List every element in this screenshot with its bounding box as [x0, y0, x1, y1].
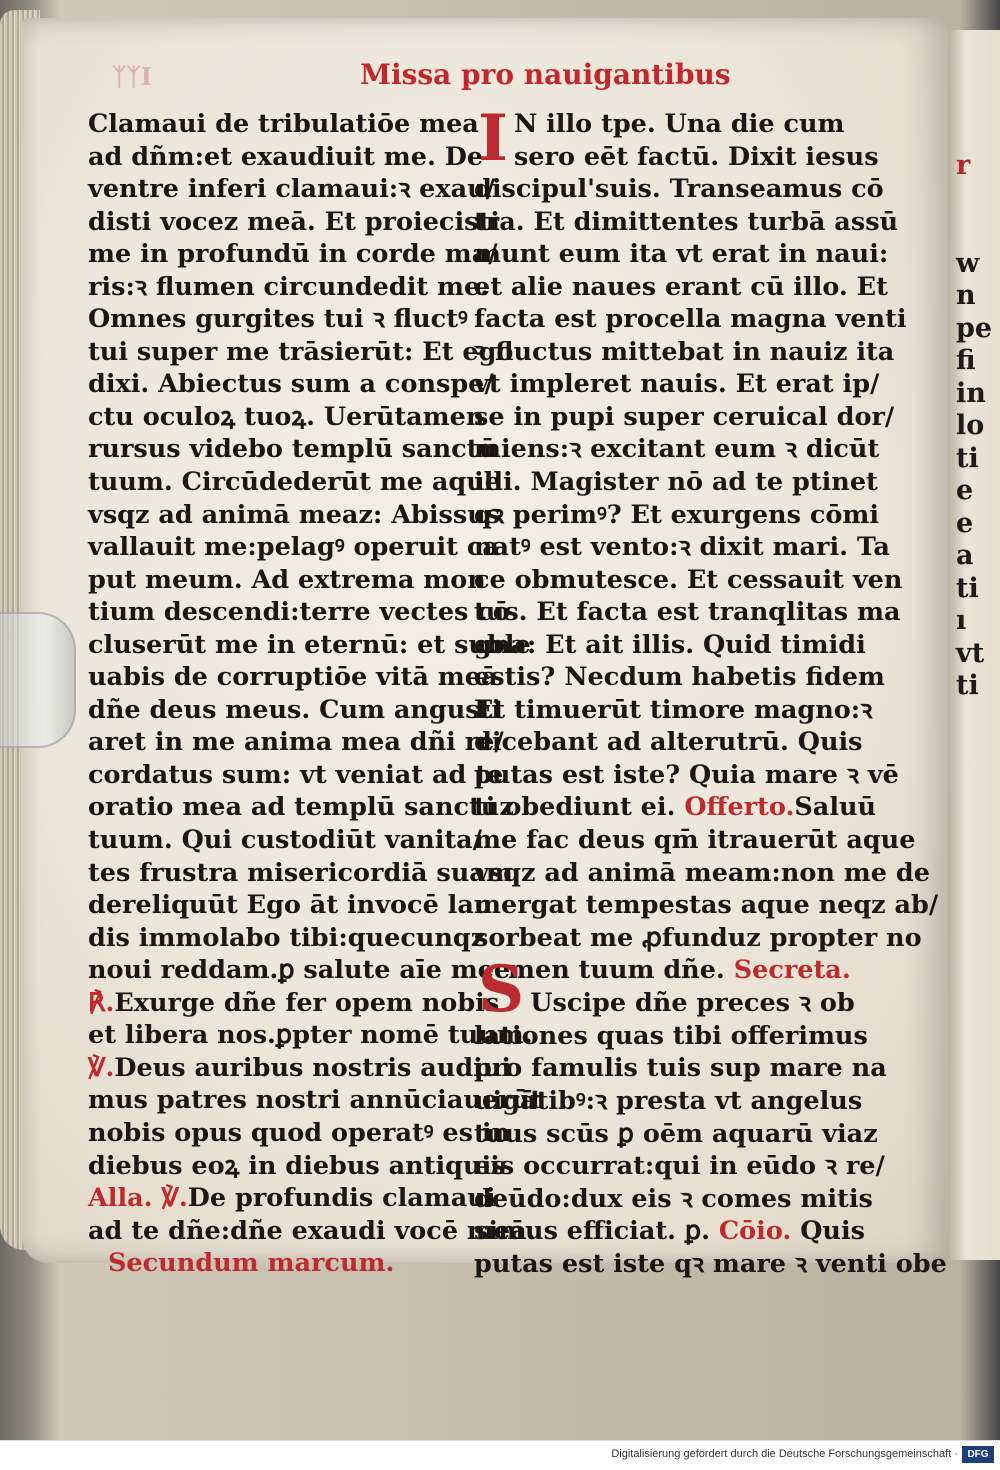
facing-page-fragment: lo	[956, 410, 985, 441]
facing-page-fragment	[956, 215, 1000, 248]
text-line: N illo tpe. Una die cum	[513, 109, 845, 139]
text-line: ꝛ fluctus mittebat in nauiz ita	[474, 336, 895, 367]
rubric-response: ℟.	[88, 987, 115, 1018]
facing-page-fragment: ı	[956, 605, 967, 636]
text-line: sorbeat me ꝓfunduz propter no	[474, 922, 922, 953]
text-line-with-rubric	[474, 791, 877, 824]
rubric-secret: Secreta.	[733, 955, 851, 986]
text-line: me fac deus qm̄ itrauerūt aque	[474, 825, 916, 856]
text-line: lationes quas tibi offerimus	[474, 1020, 868, 1051]
text-line: vsqz ad animā meam:non me de	[474, 857, 930, 888]
facing-page-fragment: w	[956, 247, 980, 279]
facing-page-fragment: r	[956, 150, 971, 181]
text-line: putas est iste? Quia mare ꝛ vē	[474, 759, 899, 790]
running-title: Missa pro nauigantibus	[360, 58, 731, 91]
facing-page-fragment: pe	[956, 312, 993, 344]
text-line: dis immolabo tibi:quecunqz	[88, 922, 486, 953]
facing-page-fragment: fi	[956, 345, 976, 376]
gospel-heading: Secundum marcum.	[108, 1248, 395, 1279]
text-line: me in profundū in corde ma/	[88, 239, 498, 270]
text-line: vallauit me:pelagꝰ operuit ca	[88, 532, 499, 563]
text-line: dñe deus meus. Cum angusti	[88, 694, 502, 725]
text-line-with-rubric	[88, 1182, 496, 1215]
facing-page-fragment: e	[956, 475, 974, 506]
text-line: natꝰ est vento:ꝛ dixit mari. Ta	[474, 532, 890, 563]
text-line: rursus videbo templū sanctū	[88, 434, 497, 465]
text-line: qꝛ perimꝰ? Et exurgens cōmi	[474, 499, 880, 530]
text-line: gna: Et ait illis. Quid timidi	[474, 629, 866, 660]
text-line: discipul'suis. Transeamus cō	[474, 174, 884, 205]
text-line-with-rubric	[474, 1215, 865, 1248]
rubric-versicle: ℣.	[88, 1052, 115, 1083]
text-line: put meum. Ad extrema mon	[88, 564, 486, 595]
text-line: uigātibꝰ:ꝛ presta vt angelus	[474, 1085, 863, 1116]
left-column	[88, 108, 542, 1280]
text-line: et libera nos.ꝑpter nomē tuum.	[88, 1020, 533, 1051]
rubric-communion: Cōio.	[718, 1216, 792, 1247]
facing-page-fragment: vt	[956, 637, 985, 669]
text-line: tus. Et facta est tranqlitas ma	[474, 597, 901, 628]
text-line: dereliquūt Ego āt invocē lau	[88, 890, 493, 921]
text-line: putas est iste qꝛ mare ꝛ venti obe	[474, 1248, 947, 1279]
text-line: Uscipe dñe preces ꝛ ob	[530, 988, 855, 1019]
right-column	[474, 101, 947, 1280]
text-line: et alie naues erant cū illo. Et	[474, 271, 888, 302]
text-line: tuum. Qui custodiūt vanita/	[88, 825, 483, 856]
text-line: ventre inferi clamaui:ꝛ exau/	[88, 174, 495, 205]
text-line: cluserūt me in eternū: et suble	[88, 629, 531, 660]
text-line: tra. Et dimittentes turbā assū	[474, 206, 899, 237]
text-segment: Saluū	[794, 792, 877, 823]
text-line: mus patres nostri annūciauerūt	[88, 1085, 542, 1116]
text-line-with-rubric	[88, 1052, 512, 1085]
facing-page-fragment: ti	[956, 572, 979, 604]
page-clip	[0, 612, 76, 748]
dfg-logo: DFG	[962, 1446, 994, 1463]
text-line: deūdo:dux eis ꝛ comes mitis	[474, 1183, 873, 1214]
gospel-opening	[474, 101, 879, 176]
text-line: dixi. Abiectus sum a conspe/	[88, 369, 494, 400]
rubric-offertory: Offerto.	[684, 792, 795, 823]
credit-bar	[0, 1440, 1000, 1470]
text-line: mergat tempestas aque neqz ab/	[474, 890, 939, 921]
facing-page-fragment: in	[956, 377, 986, 409]
red-initial-S: S	[478, 951, 525, 1027]
text-line: vt impleret nauis. Et erat ip/	[474, 369, 880, 400]
text-line: tui super me trāsierūt: Et ego	[88, 336, 514, 367]
text-line: munt eum ita vt erat in naui:	[474, 239, 889, 270]
text-line: tuum. Circūdederūt me aque	[88, 467, 502, 498]
text-line: vsqz ad animā meaz: Abissus	[88, 499, 501, 530]
text-line: dicebant ad alterutrū. Quis	[474, 727, 863, 758]
text-line: ris:ꝛ flumen circundedit me.	[88, 271, 490, 302]
text-line: Clamaui de tribulatiōe mea	[88, 109, 479, 139]
facing-page-text	[956, 150, 1000, 703]
text-line: estis? Necdum habetis fidem	[474, 662, 885, 693]
text-line: facta est procella magna venti	[474, 304, 907, 335]
facing-page-fragment: e	[956, 507, 974, 539]
text-line-with-rubric	[88, 987, 500, 1020]
text-line: aret in me anima mea dñi re/	[88, 727, 504, 758]
text-line: Omnes gurgites tui ꝛ fluctꝰ	[88, 304, 468, 335]
text-line: ad te dñe:dñe exaudi vocē meā.	[88, 1215, 536, 1246]
facing-page-fragment: ti	[956, 442, 979, 474]
facing-page-fragment: n	[956, 280, 976, 311]
text-line: illi. Magister nō ad te ptinet	[474, 467, 878, 498]
rubric-alleluia: Alla.	[88, 1183, 153, 1214]
text-line: oratio mea ad templū sanctuz	[88, 792, 514, 823]
text-line: diebus eoꝝ in diebus antiquis	[88, 1150, 506, 1181]
red-initial-I: I	[478, 101, 508, 176]
text-line: tium descendi:terre vectes cō	[88, 597, 510, 628]
text-line: Et timuerūt timore magno:ꝛ	[474, 694, 873, 725]
text-segment: men tuum dñe.	[508, 955, 725, 986]
text-segment: Deus auribus nostris audiui	[114, 1052, 512, 1083]
text-line: tes frustra misericordiā suam	[88, 857, 513, 888]
folio-number: ᛉᛉⅠ	[112, 62, 153, 91]
text-segment: simus efficiat. ꝑ.	[474, 1216, 710, 1247]
rubric-versicle: ℣.	[161, 1183, 188, 1214]
facing-page-fragment	[956, 183, 1000, 216]
funding-credit: Digitalisierung gefördert durch die Deutsche Forschungsgemeinschaft ·	[611, 1448, 958, 1460]
text-line: noui reddam.ꝑ salute aīe mee	[88, 955, 511, 986]
facing-page-fragment: ti	[956, 670, 979, 701]
text-segment: ti obediunt ei.	[474, 792, 676, 823]
text-line: pro famulis tuis sup mare na	[474, 1053, 887, 1084]
text-line: ctu oculoꝝ tuoꝝ. Uerūtamen	[88, 401, 485, 432]
text-line: ad dñm:et exaudiuit me. De	[88, 141, 484, 172]
text-line: miens:ꝛ excitant eum ꝛ dicūt	[474, 434, 880, 465]
text-segment: Exurge dñe fer opem nobis	[114, 987, 500, 1018]
secret-opening	[474, 951, 855, 1027]
text-line: nobis opus quod operatꝰ es in	[88, 1117, 511, 1148]
text-line: uabis de corruptiōe vitā meā	[88, 662, 498, 693]
facing-page-fragment: a	[956, 540, 974, 571]
text-line: eis occurrat:qui in eūdo ꝛ re/	[474, 1151, 885, 1182]
page-header	[100, 56, 731, 96]
text-line: se in pupi super ceruical dor/	[474, 401, 895, 432]
text-segment: De profundis clamaui	[187, 1183, 496, 1214]
text-line: tuus scūs ꝑ oēm aquarū viaz	[474, 1118, 878, 1149]
text-line: disti vocez meā. Et proiecisti	[88, 206, 500, 237]
text-line: cordatus sum: vt veniat ad te	[88, 759, 504, 790]
text-line: ce obmutesce. Et cessauit ven	[474, 564, 903, 595]
text-segment: Quis	[800, 1216, 865, 1247]
text-line: sero eēt factū. Dixit iesus	[513, 141, 879, 172]
